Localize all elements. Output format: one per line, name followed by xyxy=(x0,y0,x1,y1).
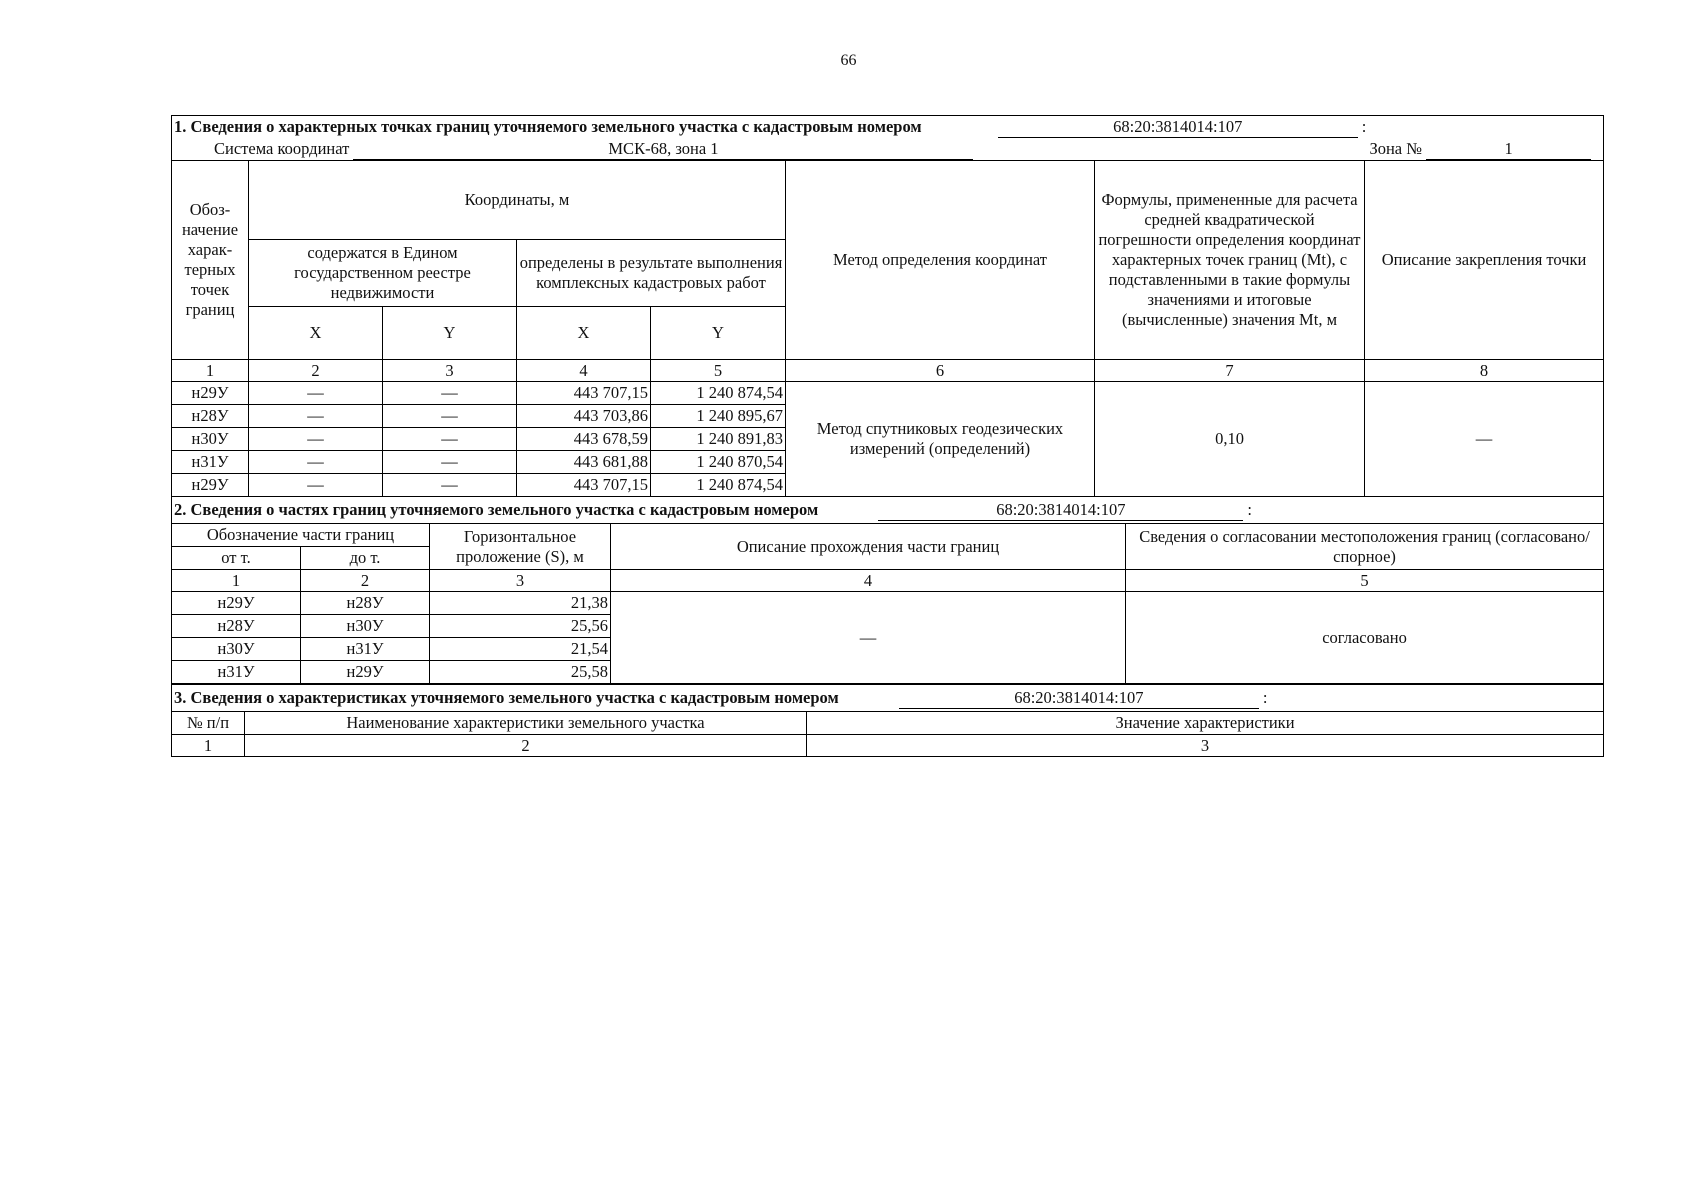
complex-y: 1 240 874,54 xyxy=(651,474,786,497)
egrn-y: — xyxy=(383,451,517,474)
complex-x: 443 707,15 xyxy=(517,474,651,497)
header-egrn-x: X xyxy=(249,307,383,360)
section1-cadastral-number: 68:20:3814014:107 xyxy=(998,117,1358,138)
section2-cadastral-number: 68:20:3814014:107 xyxy=(878,500,1243,521)
col-number: 3 xyxy=(430,570,611,592)
header-to: до т. xyxy=(301,547,430,570)
header-characteristic-name: Наименование характеристики земельного участка xyxy=(245,712,807,735)
to-point: н28У xyxy=(301,592,430,615)
col-number: 2 xyxy=(249,360,383,382)
header-horizontal: Горизонтальное проложение (S), м xyxy=(430,524,611,570)
coord-system-value: МСК-68, зона 1 xyxy=(353,139,973,160)
egrn-y: — xyxy=(383,428,517,451)
section3-table xyxy=(171,684,1604,757)
egrn-x: — xyxy=(249,382,383,405)
col-number: 2 xyxy=(301,570,430,592)
table-row xyxy=(172,382,1604,405)
point-name: н29У xyxy=(172,474,249,497)
header-formulas: Формулы, примененные для расчета средней квадратической погрешности определения координат характерных точек границ (Mt), с подставленными в такие формулы значениями и итоговые (вычисленные) значения Mt, м xyxy=(1095,161,1365,360)
point-name: н29У xyxy=(172,382,249,405)
complex-y: 1 240 891,83 xyxy=(651,428,786,451)
col-number: 3 xyxy=(383,360,517,382)
col-number: 4 xyxy=(611,570,1126,592)
col-number: 5 xyxy=(1126,570,1604,592)
page-number: 66 xyxy=(840,52,857,69)
horizontal-distance: 21,54 xyxy=(430,638,611,661)
section1-table xyxy=(171,115,1604,497)
section2-title-row xyxy=(172,497,1604,524)
zone-label: Зона № xyxy=(1369,138,1422,158)
to-point: н29У xyxy=(301,661,430,684)
header-complex-x: X xyxy=(517,307,651,360)
section3-column-numbers xyxy=(172,735,1604,757)
col-number: 1 xyxy=(172,360,249,382)
to-point: н31У xyxy=(301,638,430,661)
header-agreement: Сведения о согласовании местоположения границ (согласовано/спорное) xyxy=(1126,524,1604,570)
col-number: 1 xyxy=(172,570,301,592)
egrn-x: — xyxy=(249,428,383,451)
complex-x: 443 678,59 xyxy=(517,428,651,451)
col-number: 5 xyxy=(651,360,786,382)
cadastral-document xyxy=(171,115,1603,757)
method-value: Метод спутниковых геодезических измерений (определений) xyxy=(786,382,1095,497)
section3-cadastral-number: 68:20:3814014:107 xyxy=(899,688,1259,709)
section1-title: 1. Сведения о характерных точках границ уточняемого земельного участка с кадастровым номером xyxy=(174,116,922,136)
egrn-y: — xyxy=(383,382,517,405)
header-coordinates: Координаты, м xyxy=(249,161,786,240)
section3-title: 3. Сведения о характеристиках уточняемого земельного участка с кадастровым номером xyxy=(174,687,839,707)
header-fixing: Описание закрепления точки xyxy=(1365,161,1604,360)
section1-column-numbers xyxy=(172,360,1604,382)
col-number: 7 xyxy=(1095,360,1365,382)
section2-colon: : xyxy=(1247,499,1252,519)
col-number: 8 xyxy=(1365,360,1604,382)
header-description: Описание прохождения части границ xyxy=(611,524,1126,570)
complex-y: 1 240 870,54 xyxy=(651,451,786,474)
complex-x: 443 707,15 xyxy=(517,382,651,405)
section2-table xyxy=(171,497,1604,684)
to-point: н30У xyxy=(301,615,430,638)
mt-value: 0,10 xyxy=(1095,382,1365,497)
complex-x: 443 703,86 xyxy=(517,405,651,428)
from-point: н30У xyxy=(172,638,301,661)
complex-x: 443 681,88 xyxy=(517,451,651,474)
horizontal-distance: 21,38 xyxy=(430,592,611,615)
header-characteristic-value: Значение характеристики xyxy=(807,712,1604,735)
section3-colon: : xyxy=(1262,687,1268,707)
table-row xyxy=(172,592,1604,615)
egrn-y: — xyxy=(383,405,517,428)
point-name: н30У xyxy=(172,428,249,451)
section2-header-row1 xyxy=(172,524,1604,547)
header-egrn: содержатся в Едином государственном реестре недвижимости xyxy=(249,240,517,307)
header-part-designation: Обозначение части границ xyxy=(172,524,430,547)
header-num: № п/п xyxy=(172,712,245,735)
section3-title-row xyxy=(172,685,1604,712)
from-point: н29У xyxy=(172,592,301,615)
from-point: н31У xyxy=(172,661,301,684)
col-number: 2 xyxy=(245,735,807,757)
col-number: 4 xyxy=(517,360,651,382)
col-number: 3 xyxy=(807,735,1604,757)
complex-y: 1 240 895,67 xyxy=(651,405,786,428)
section1-title-row xyxy=(172,116,1604,139)
header-complex-y: Y xyxy=(651,307,786,360)
section1-header-row1 xyxy=(172,161,1604,240)
point-name: н31У xyxy=(172,451,249,474)
section1-colon: : xyxy=(1361,116,1367,136)
egrn-x: — xyxy=(249,474,383,497)
horizontal-distance: 25,56 xyxy=(430,615,611,638)
header-egrn-y: Y xyxy=(383,307,517,360)
section2-column-numbers xyxy=(172,570,1604,592)
complex-y: 1 240 874,54 xyxy=(651,382,786,405)
horizontal-distance: 25,58 xyxy=(430,661,611,684)
agreement-value: согласовано xyxy=(1126,592,1604,684)
zone-value: 1 xyxy=(1426,139,1591,160)
coord-system-label: Система координат xyxy=(214,138,350,158)
header-from: от т. xyxy=(172,547,301,570)
egrn-y: — xyxy=(383,474,517,497)
header-complex-works: определены в результате выполнения комплексных кадастровых работ xyxy=(517,240,786,307)
header-point-designation: Обоз- начение харак- терных точек границ xyxy=(172,161,249,360)
description-value: — xyxy=(611,592,1126,684)
header-method: Метод определения координат xyxy=(786,161,1095,360)
fixing-value: — xyxy=(1365,382,1604,497)
coord-system-row xyxy=(172,138,1604,161)
section3-header-row xyxy=(172,712,1604,735)
col-number: 6 xyxy=(786,360,1095,382)
egrn-x: — xyxy=(249,405,383,428)
section2-title: 2. Сведения о частях границ уточняемого земельного участка с кадастровым номером xyxy=(174,499,819,519)
from-point: н28У xyxy=(172,615,301,638)
point-name: н28У xyxy=(172,405,249,428)
col-number: 1 xyxy=(172,735,245,757)
egrn-x: — xyxy=(249,451,383,474)
